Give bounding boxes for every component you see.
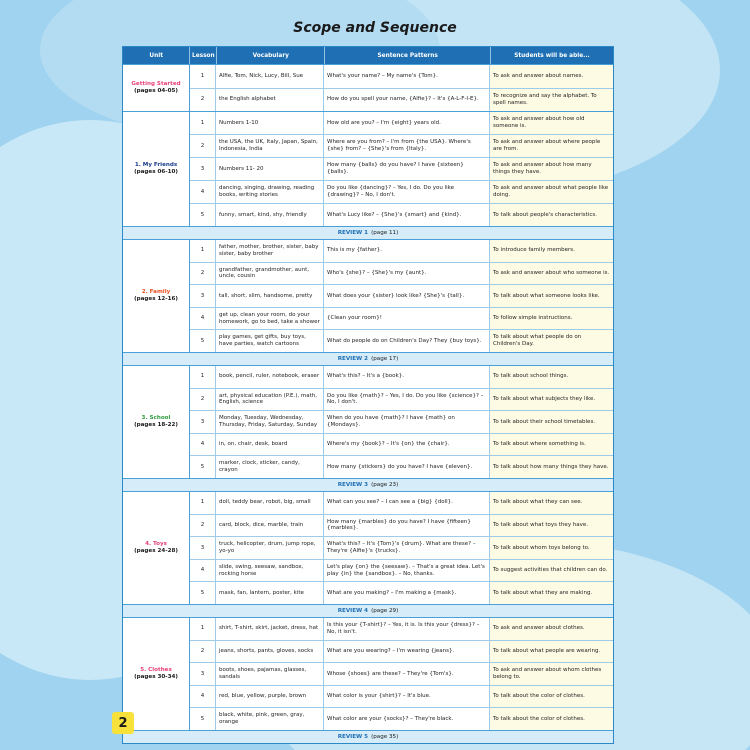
table-row bbox=[190, 134, 613, 157]
unit-pages: (pages 04-05) bbox=[134, 88, 178, 94]
students-able-cell: To talk about what they can see. bbox=[490, 492, 613, 514]
students-able-cell: To talk about how many things they have. bbox=[490, 456, 613, 478]
students-able-cell: To follow simple instructions. bbox=[490, 308, 613, 330]
sentence-pattern-cell: {Clean your room}! bbox=[324, 308, 490, 330]
unit-name-cell bbox=[123, 492, 190, 604]
lesson-number: 1 bbox=[190, 112, 216, 134]
lesson-number: 2 bbox=[190, 641, 216, 663]
sentence-pattern-cell: What do people do on Children's Day? They {buy toys}. bbox=[324, 330, 490, 352]
students-able-cell: To talk about what people are wearing. bbox=[490, 641, 613, 663]
sentence-pattern-cell: What's this? – It's {Tom}'s {drum}. What are these? – They're {Alfie}'s {trucks}. bbox=[324, 537, 490, 559]
students-able-cell: To talk about what toys they have. bbox=[490, 515, 613, 537]
vocabulary-cell: play games, get gifts, buy toys, have parties, watch cartoons bbox=[216, 330, 324, 352]
unit-name-cell bbox=[123, 240, 190, 352]
students-able-cell: To ask and answer about names. bbox=[490, 65, 613, 88]
table-header bbox=[123, 47, 613, 64]
vocabulary-cell: truck, helicopter, drum, jump rope, yo-yo bbox=[216, 537, 324, 559]
vocabulary-cell: jeans, shorts, pants, gloves, socks bbox=[216, 641, 324, 663]
vocabulary-cell: Numbers 1-10 bbox=[216, 112, 324, 134]
lesson-number: 1 bbox=[190, 65, 216, 88]
unit-block bbox=[123, 64, 613, 111]
table-row bbox=[190, 455, 613, 478]
review-page: (page 11) bbox=[371, 230, 399, 236]
vocabulary-cell: Monday, Tuesday, Wednesday, Thursday, Friday, Saturday, Sunday bbox=[216, 411, 324, 433]
unit-name-cell bbox=[123, 65, 190, 111]
lesson-number: 1 bbox=[190, 618, 216, 640]
header-vocabulary: Vocabulary bbox=[217, 47, 325, 64]
vocabulary-cell: grandfather, grandmother, aunt, uncle, cousin bbox=[216, 263, 324, 285]
lesson-number: 3 bbox=[190, 663, 216, 685]
lesson-number: 5 bbox=[190, 330, 216, 352]
students-able-cell: To ask and answer about clothes. bbox=[490, 618, 613, 640]
vocabulary-cell: card, block, dice, marble, train bbox=[216, 515, 324, 537]
review-page: (page 29) bbox=[371, 608, 399, 614]
vocabulary-cell: get up, clean your room, do your homework, go to bed, take a shower bbox=[216, 308, 324, 330]
table-row bbox=[190, 410, 613, 433]
table-row bbox=[190, 262, 613, 285]
review-page: (page 23) bbox=[371, 482, 399, 488]
vocabulary-cell: in, on, chair, desk, board bbox=[216, 434, 324, 456]
vocabulary-cell: slide, swing, seesaw, sandbox, rocking horse bbox=[216, 560, 324, 582]
sentence-pattern-cell: How many {balls} do you have? I have {sixteen} {balls}. bbox=[324, 158, 490, 180]
unit-block bbox=[123, 239, 613, 352]
sentence-pattern-cell: Where's my {book}? – It's {on} the {chair}. bbox=[324, 434, 490, 456]
vocabulary-cell: funny, smart, kind, shy, friendly bbox=[216, 204, 324, 226]
table-row bbox=[190, 329, 613, 352]
vocabulary-cell: tall, short, slim, handsome, pretty bbox=[216, 285, 324, 307]
review-row bbox=[123, 226, 613, 239]
vocabulary-cell: marker, clock, sticker, candy, crayon bbox=[216, 456, 324, 478]
students-able-cell: To ask and answer about whom clothes belong to. bbox=[490, 663, 613, 685]
vocabulary-cell: dancing, singing, drawing, reading books, writing stories bbox=[216, 181, 324, 203]
table-row bbox=[190, 536, 613, 559]
sentence-pattern-cell: Do you like {math}? – Yes, I do. Do you like {science}? – No, I don't. bbox=[324, 389, 490, 411]
lesson-number: 3 bbox=[190, 411, 216, 433]
review-page: (page 35) bbox=[371, 734, 399, 740]
vocabulary-cell: doll, teddy bear, robot, big, small bbox=[216, 492, 324, 514]
unit-block bbox=[123, 111, 613, 226]
vocabulary-cell: red, blue, yellow, purple, brown bbox=[216, 686, 324, 708]
lesson-number: 4 bbox=[190, 434, 216, 456]
lesson-number: 3 bbox=[190, 158, 216, 180]
header-students-able: Students will be able... bbox=[514, 52, 590, 59]
unit-name: 4. Toys bbox=[145, 541, 167, 548]
vocabulary-cell: the English alphabet bbox=[216, 89, 324, 112]
sentence-pattern-cell: Is this your {T-shirt}? – Yes, it is. Is this your {dress}? – No, it isn't. bbox=[324, 618, 490, 640]
students-able-cell: To introduce family members. bbox=[490, 240, 613, 262]
lesson-number: 2 bbox=[190, 389, 216, 411]
scope-table bbox=[122, 46, 614, 744]
table-row bbox=[190, 559, 613, 582]
sentence-pattern-cell: When do you have {math}? I have {math} on {Mondays}. bbox=[324, 411, 490, 433]
header-lesson: Lesson bbox=[190, 47, 217, 64]
table-row bbox=[190, 685, 613, 708]
table-row bbox=[190, 240, 613, 262]
table-row bbox=[190, 388, 613, 411]
students-able-cell: To ask and answer about where people are from. bbox=[490, 135, 613, 157]
students-able-cell: To talk about where something is. bbox=[490, 434, 613, 456]
sentence-pattern-cell: What does your {sister} look like? {She}'s {tall}. bbox=[324, 285, 490, 307]
lesson-number: 1 bbox=[190, 240, 216, 262]
review-row bbox=[123, 730, 613, 743]
unit-name-cell bbox=[123, 366, 190, 478]
lesson-number: 5 bbox=[190, 204, 216, 226]
sentence-pattern-cell: Where are you from? – I'm from {the USA}. Where's {she} from? – {She}'s from {Italy}. bbox=[324, 135, 490, 157]
students-able-cell: To talk about school things. bbox=[490, 366, 613, 388]
table-row bbox=[190, 618, 613, 640]
sentence-pattern-cell: What can you see? – I can see a {big} {doll}. bbox=[324, 492, 490, 514]
table-row bbox=[190, 203, 613, 226]
table-row bbox=[190, 65, 613, 88]
unit-pages: (pages 12-16) bbox=[134, 296, 178, 302]
unit-pages: (pages 24-28) bbox=[134, 548, 178, 554]
vocabulary-cell: shirt, T-shirt, skirt, jacket, dress, hat bbox=[216, 618, 324, 640]
unit-name: 3. School bbox=[141, 415, 171, 422]
students-able-cell: To talk about people's characteristics. bbox=[490, 204, 613, 226]
lesson-number: 5 bbox=[190, 456, 216, 478]
header-sentence-patterns: Sentence Patterns bbox=[325, 47, 491, 64]
lesson-number: 4 bbox=[190, 560, 216, 582]
review-row bbox=[123, 352, 613, 365]
lesson-number: 2 bbox=[190, 89, 216, 112]
table-row bbox=[190, 88, 613, 112]
unit-name-cell bbox=[123, 112, 190, 226]
table-row bbox=[190, 640, 613, 663]
page-number: 2 bbox=[112, 712, 134, 734]
students-able-cell: To talk about what they are making. bbox=[490, 582, 613, 604]
table-row bbox=[190, 662, 613, 685]
unit-pages: (pages 18-22) bbox=[134, 422, 178, 428]
review-label: REVIEW 1 bbox=[337, 230, 369, 236]
students-able-cell: To talk about what subjects they like. bbox=[490, 389, 613, 411]
students-able-cell: To suggest activities that children can do. bbox=[490, 560, 613, 582]
vocabulary-cell: art, physical education (P.E.), math, English, science bbox=[216, 389, 324, 411]
students-able-cell: To talk about the color of clothes. bbox=[490, 708, 613, 730]
lesson-number: 2 bbox=[190, 263, 216, 285]
sentence-pattern-cell: What's Lucy like? – {She}'s {smart} and {kind}. bbox=[324, 204, 490, 226]
unit-block bbox=[123, 617, 613, 730]
students-able-cell: To talk about the color of clothes. bbox=[490, 686, 613, 708]
students-able-cell: To talk about their school timetables. bbox=[490, 411, 613, 433]
lesson-number: 5 bbox=[190, 708, 216, 730]
sentence-pattern-cell: This is my {father}. bbox=[324, 240, 490, 262]
lesson-number: 4 bbox=[190, 686, 216, 708]
vocabulary-cell: father, mother, brother, sister, baby sister, baby brother bbox=[216, 240, 324, 262]
review-label: REVIEW 5 bbox=[337, 734, 369, 740]
students-able-cell: To talk about what people do on Children's Day. bbox=[490, 330, 613, 352]
lesson-number: 2 bbox=[190, 135, 216, 157]
table-row bbox=[190, 180, 613, 203]
sentence-pattern-cell: What are you making? – I'm making a {mask}. bbox=[324, 582, 490, 604]
table-row bbox=[190, 284, 613, 307]
header-unit: Unit bbox=[123, 47, 190, 64]
students-able-cell: To talk about what someone looks like. bbox=[490, 285, 613, 307]
vocabulary-cell: mask, fan, lantern, poster, kite bbox=[216, 582, 324, 604]
sentence-pattern-cell: Whose {shoes} are these? – They're {Tom's}. bbox=[324, 663, 490, 685]
unit-name: 5. Clothes bbox=[140, 667, 172, 674]
sentence-pattern-cell: Do you like {dancing}? – Yes, I do. Do you like {drawing}? – No, I don't. bbox=[324, 181, 490, 203]
sentence-pattern-cell: Who's {she}? – {She}'s my {aunt}. bbox=[324, 263, 490, 285]
table-row bbox=[190, 112, 613, 134]
sentence-pattern-cell: What color are your {socks}? – They're black. bbox=[324, 708, 490, 730]
review-label: REVIEW 2 bbox=[337, 356, 369, 362]
table-row bbox=[190, 157, 613, 180]
table-row bbox=[190, 366, 613, 388]
vocabulary-cell: boots, shoes, pajamas, glasses, sandals bbox=[216, 663, 324, 685]
table-row bbox=[190, 581, 613, 604]
sentence-pattern-cell: What are you wearing? – I'm wearing {jeans}. bbox=[324, 641, 490, 663]
sentence-pattern-cell: What color is your {shirt}? – It's blue. bbox=[324, 686, 490, 708]
unit-name: Getting Started bbox=[131, 81, 181, 88]
review-row bbox=[123, 478, 613, 491]
students-able-cell: To recognize and say the alphabet. To spell names. bbox=[490, 89, 613, 112]
unit-block bbox=[123, 365, 613, 478]
students-able-cell: To ask and answer about what people like doing. bbox=[490, 181, 613, 203]
vocabulary-cell: Alfie, Tom, Nick, Lucy, Bill, Sue bbox=[216, 65, 324, 88]
vocabulary-cell: black, white, pink, green, gray, orange bbox=[216, 708, 324, 730]
lesson-number: 3 bbox=[190, 285, 216, 307]
students-able-cell: To ask and answer about how old someone is. bbox=[490, 112, 613, 134]
vocabulary-cell: the USA, the UK, Italy, Japan, Spain, Indonesia, India bbox=[216, 135, 324, 157]
review-label: REVIEW 3 bbox=[337, 482, 369, 488]
table-row bbox=[190, 492, 613, 514]
sentence-pattern-cell: Let's play {on} the {seesaw}. – That's a great idea. Let's play {in} the {sandbox}. – No, thanks. bbox=[324, 560, 490, 582]
lesson-number: 1 bbox=[190, 492, 216, 514]
table-row bbox=[190, 514, 613, 537]
lesson-number: 1 bbox=[190, 366, 216, 388]
lesson-number: 4 bbox=[190, 308, 216, 330]
page-title: Scope and Sequence bbox=[293, 20, 457, 36]
review-row bbox=[123, 604, 613, 617]
sentence-pattern-cell: How old are you? – I'm {eight} years old. bbox=[324, 112, 490, 134]
unit-block bbox=[123, 491, 613, 604]
table-row bbox=[190, 433, 613, 456]
sentence-pattern-cell: What's your name? – My name's {Tom}. bbox=[324, 65, 490, 88]
sentence-pattern-cell: How do you spell your name, {Alfie}? – It's {A-L-F-I-E}. bbox=[324, 89, 490, 112]
unit-pages: (pages 06-10) bbox=[134, 169, 178, 175]
lesson-number: 5 bbox=[190, 582, 216, 604]
unit-name: 2. Family bbox=[141, 289, 171, 296]
table-row bbox=[190, 307, 613, 330]
sentence-pattern-cell: What's this? – It's a {book}. bbox=[324, 366, 490, 388]
lesson-number: 3 bbox=[190, 537, 216, 559]
sentence-pattern-cell: How many {stickers} do you have? I have {eleven}. bbox=[324, 456, 490, 478]
sentence-pattern-cell: How many {marbles} do you have? I have {fifteen} {marbles}. bbox=[324, 515, 490, 537]
students-able-cell: To ask and answer about how many things they have. bbox=[490, 158, 613, 180]
table-row bbox=[190, 707, 613, 730]
review-label: REVIEW 4 bbox=[337, 608, 369, 614]
lesson-number: 2 bbox=[190, 515, 216, 537]
review-page: (page 17) bbox=[371, 356, 399, 362]
vocabulary-cell: Numbers 11- 20 bbox=[216, 158, 324, 180]
lesson-number: 4 bbox=[190, 181, 216, 203]
vocabulary-cell: book, pencil, ruler, notebook, eraser bbox=[216, 366, 324, 388]
students-able-cell: To talk about whom toys belong to. bbox=[490, 537, 613, 559]
students-able-cell: To ask and answer about who someone is. bbox=[490, 263, 613, 285]
unit-pages: (pages 30-34) bbox=[134, 674, 178, 680]
unit-name: 1. My Friends bbox=[134, 162, 178, 169]
